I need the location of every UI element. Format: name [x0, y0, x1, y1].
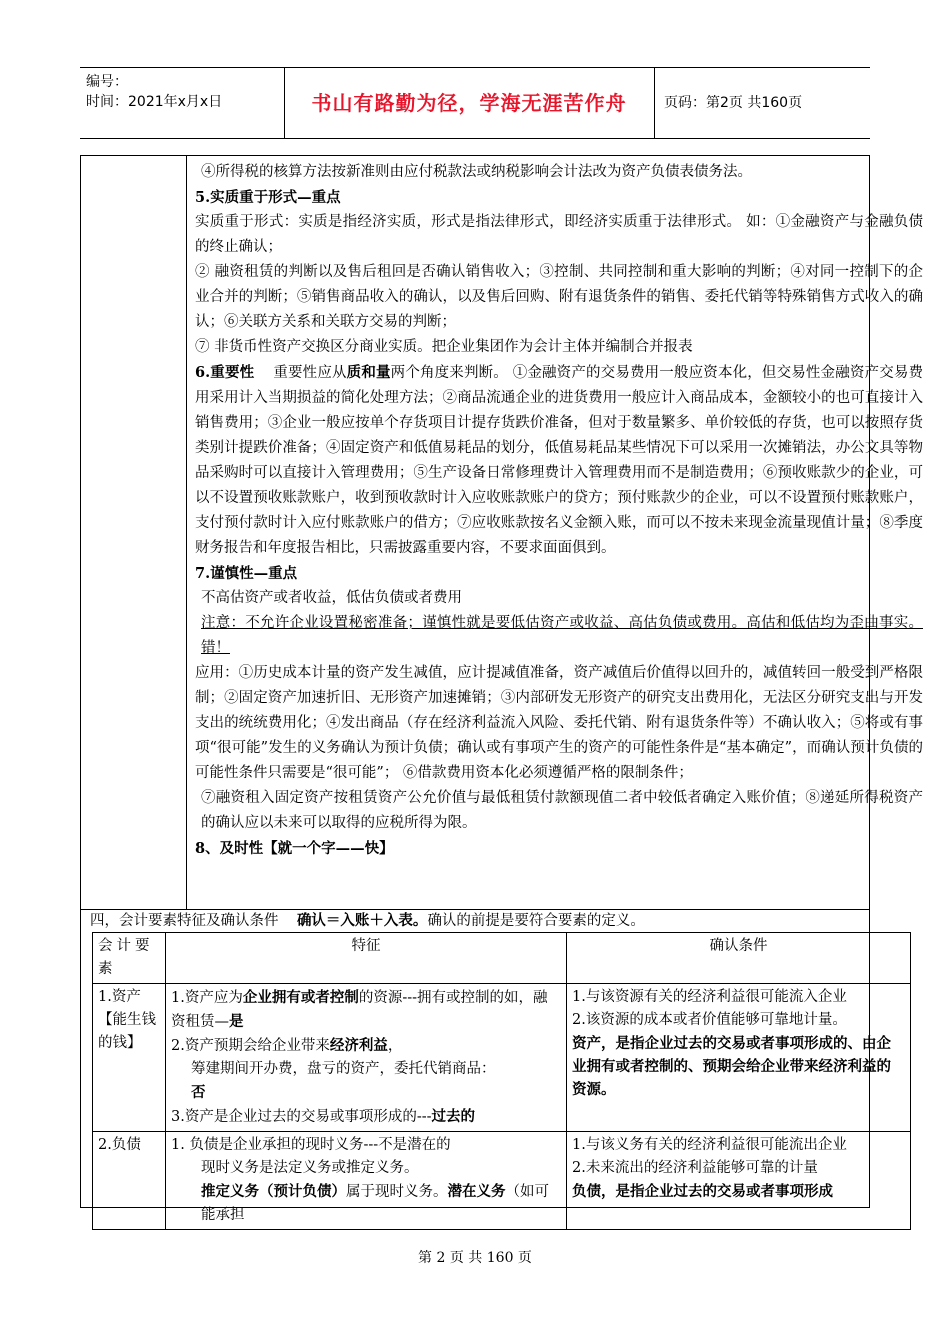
heading-timeliness: 8、及时性【就一个字——快】 — [195, 840, 394, 857]
header-divider — [284, 68, 285, 138]
table-row — [93, 984, 911, 1132]
condition-line: 2.未来流出的经济利益能够可靠的计量 — [572, 1160, 818, 1176]
paragraph: 不高估资产或者收益，低估负债或者费用 — [201, 590, 462, 606]
paragraph: ② 融资租赁的判断以及售后租回是否确认销售收入；③控制、共同控制和重大影响的判断；④对同一控制下的企业合并的判断；⑤销售商品收入的确认，以及售后回购、附有退货条件的销售、委托代销等特殊销售方式收入的确认；⑥关联方关系和关联方交易的判断； — [195, 264, 923, 330]
table-header-cell: 特征 — [166, 933, 567, 984]
text: 现时义务是法定义务或推定义务。 — [201, 1160, 419, 1176]
text: 3.资产是企业过去的交易或事项形成的--- — [171, 1109, 432, 1125]
feature-line — [171, 1157, 561, 1227]
table-header-cell: 确认条件 — [567, 933, 911, 984]
header-meta — [86, 72, 222, 112]
condition-line: 1.与该资源有关的经济利益很可能流入企业 — [572, 989, 847, 1005]
text: 的资源---拥有或控制的如，融资租赁— — [171, 990, 548, 1030]
elements-table — [92, 932, 911, 1230]
text: 1.资产应为 — [171, 990, 243, 1006]
paragraph: ④所得税的核算方法按新准则由应付税款法或纳税影响会计法改为资产负债表债务法。 — [201, 164, 752, 180]
text-bold: 质和量 — [346, 364, 391, 381]
recognition-conditions — [567, 984, 911, 1132]
paragraph: ⑦ 非货币性资产交换区分商业实质。把企业集团作为会计主体并编制合并报表 — [195, 339, 693, 355]
element-name: 1.资产【能生钱的钱】 — [93, 984, 166, 1132]
principles-content — [195, 160, 923, 861]
element-features — [166, 984, 567, 1132]
text-bold: 是 — [229, 1013, 244, 1030]
feature-line — [171, 1058, 561, 1105]
text-bold: 经济利益 — [329, 1037, 388, 1054]
header-divider — [654, 68, 655, 138]
text-bold: 潜在义务 — [447, 1183, 506, 1200]
text: 两个角度来判断。 ①金融资产的交易费用一般应资本化，但交易性金融资产交易费用采用计入当期损益的简化处理方法；②商品流通企业的进货费用一般应计入商品成本，金额较小的也可直接计入销售费用；③企业一般应按单个存货项目计提存货跌价准备，但对于数量繁多、单价较低的存货，也可以按照存货类别计提跌价准备；④固定资产和低值易耗品的划分，低值易耗品某些情况下可以采用一次摊销法，办公文具等物品采购时可以直接计入管理费用；⑤生产设备日常修理费计入管理费用而不是制造费用；⑥预收账款少的企业，可以不设置预收账款账户，收到预收款时计入应收账款账户的贷方；预付账款少的企业，可以不设置预付账款账户，支付预付款时计入应付账款账户的借方；⑦应收账款按名义金额入账，而可以不按未来现金流量现值计量；⑧季度财务报告和年度报告相比，只需披露重要内容，不要求面面俱到。 — [195, 365, 924, 556]
heading-substance-over-form: 5.实质重于形式—重点 — [195, 189, 341, 206]
doc-number-label: 编号： — [86, 74, 128, 90]
text-bold: 过去的 — [431, 1108, 476, 1125]
text: ， — [387, 1038, 403, 1054]
text-bold: 确认＝入账＋入表。 — [296, 912, 428, 929]
text: 属于现时义务。 — [346, 1184, 448, 1200]
heading-prudence: 7.谨慎性—重点 — [195, 565, 298, 582]
condition-line: 1.与该义务有关的经济利益很可能流出企业 — [572, 1137, 847, 1153]
text: 确认的前提是要符合要素的定义。 — [427, 913, 645, 929]
page-header — [80, 67, 870, 139]
page-footer: 第 2 页 共 160 页 — [418, 1250, 532, 1266]
paragraph-note: 注意：不允许企业设置秘密准备；谨慎性就是要低估资产或收益、高估负债或费用。高估和低估均为歪曲事实。错！ — [201, 615, 923, 656]
text-bold: 企业拥有或者控制 — [242, 989, 359, 1006]
text: 重要性应从 — [273, 365, 347, 381]
definition: 负债，是指企业过去的交易或者事项形成 — [572, 1183, 833, 1200]
paragraph: ⑦融资租入固定资产按租赁资产公允价值与最低租赁付款额现值二者中较低者确定入账价值；⑧递延所得税资产的确认应以未来可以取得的应税所得为限。 — [201, 790, 923, 831]
heading-materiality: 6.重要性 — [195, 364, 255, 381]
section-4-title — [90, 910, 920, 932]
doc-time-label: 时间：2021年x月x日 — [86, 94, 223, 110]
feature-line — [171, 986, 561, 1034]
header-motto: 书山有路勤为径，学海无涯苦作舟 — [311, 91, 627, 115]
paragraph: 应用：①历史成本计量的资产发生减值，应计提减值准备，资产减值后价值得以回升的，减值转回一般受到严格限制；②固定资产加速折旧、无形资产加速摊销；③内部研发无形资产的研究支出费用化，无法区分研究支出与开发支出的统统费用化；④发出商品（存在经济利益流入风险、委托代销、附有退货条件等）不确认收入；⑤将或有事项“很可能”发生的义务确认为预计负债；确认或有事项产生的资产的可能性条件是“基本确定”，而确认预计负债的可能性条件只需要是“很可能”； ⑥借款费用资本化必须遵循严格的限制条件； — [195, 665, 923, 781]
text: 筹建期间开办费，盘亏的资产，委托代销商品： — [191, 1061, 496, 1077]
text: 2.资产预期会给企业带来 — [171, 1038, 330, 1054]
text-bold: 推定义务（预计负债） — [201, 1183, 346, 1200]
text-bold: 否 — [191, 1084, 206, 1101]
table-header-cell: 会计要素 — [93, 933, 166, 984]
feature-line: 1. 负债是企业承担的现时义务---不是潜在的 — [171, 1137, 451, 1153]
text: 四，会计要素特征及确认条件 — [90, 913, 279, 929]
element-features — [166, 1132, 567, 1230]
condition-line: 2.该资源的成本或者价值能够可靠地计量。 — [572, 1012, 847, 1028]
feature-line — [171, 1105, 561, 1129]
definition: 资产，是指企业过去的交易或者事项形成的、由企业拥有或者控制的、预期会给企业带来经济利益的资源。 — [572, 1035, 891, 1098]
column-divider — [186, 155, 187, 909]
paragraph: 实质重于形式：实质是指经济实质，形式是指法律形式，即经济实质重于法律形式。 如：①金融资产与金融负债的终止确认； — [195, 214, 923, 255]
text: （如可能承担 — [201, 1184, 549, 1223]
paragraph-materiality — [195, 360, 923, 561]
recognition-conditions — [567, 1132, 911, 1230]
element-name: 2.负债 — [93, 1132, 166, 1230]
table-header-row — [93, 933, 911, 984]
header-page-info: 页码：第2页 共160页 — [664, 95, 803, 111]
table-row — [93, 1132, 911, 1230]
feature-line — [171, 1034, 561, 1058]
